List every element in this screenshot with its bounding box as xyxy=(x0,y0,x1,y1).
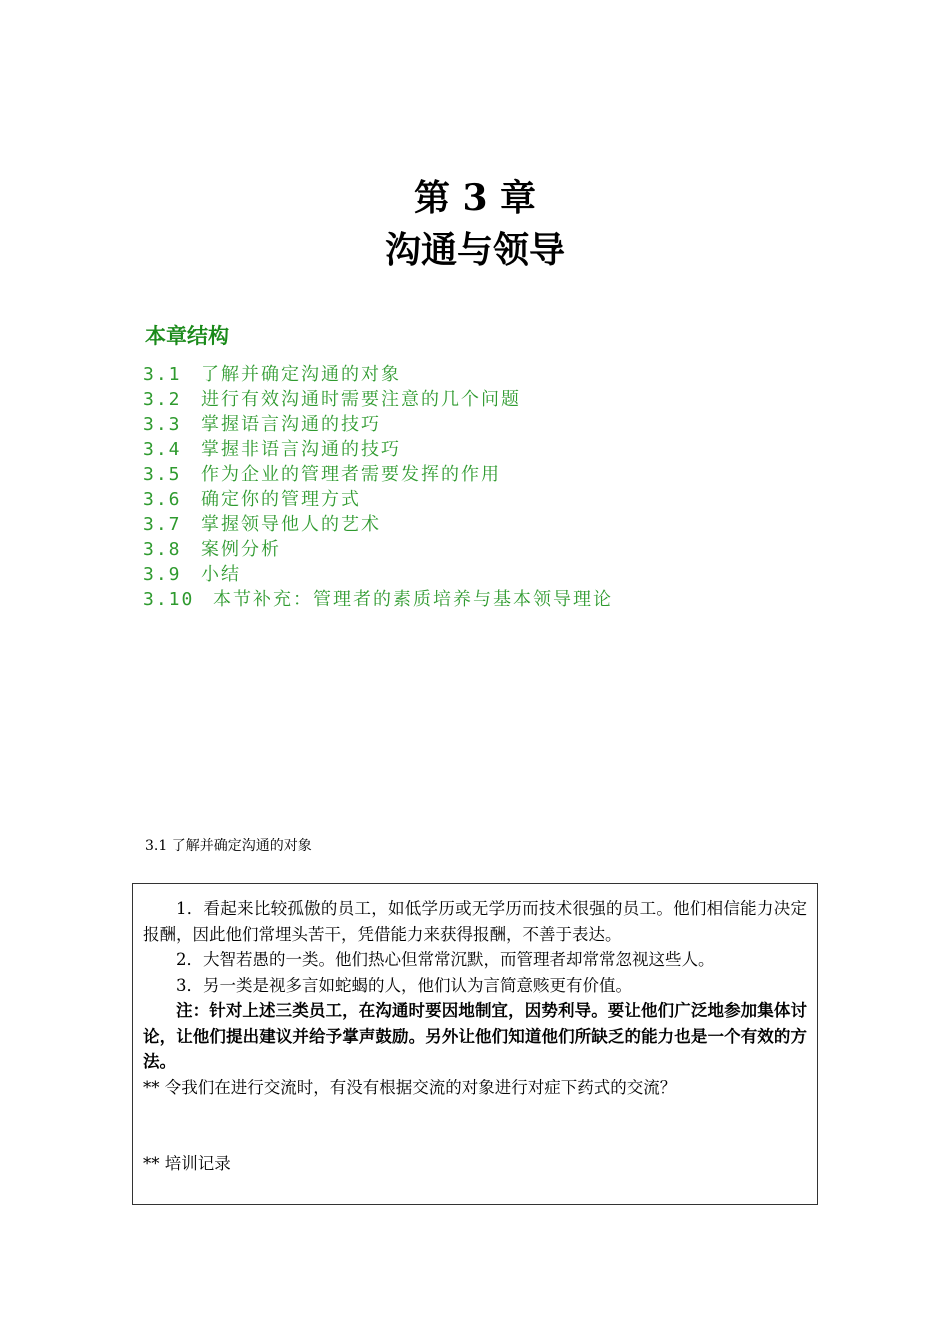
paragraph-2: 2．大智若愚的一类。他们热心但常常沉默，而管理者却常常忽视这些人。 xyxy=(176,950,715,969)
paragraph-3: 3．另一类是视多言如蛇蝎的人，他们认为言简意赅更有价值。 xyxy=(176,975,632,995)
toc-item-title: 本节补充：管理者的素质培养与基本领导理论 xyxy=(213,589,613,610)
toc-item-number: 3.7 xyxy=(143,514,182,535)
toc-item-title: 了解并确定沟通的对象 xyxy=(201,364,401,385)
toc-item xyxy=(143,387,613,412)
toc-item xyxy=(143,437,613,462)
toc-item-title: 掌握语言沟通的技巧 xyxy=(201,414,381,435)
toc-item-number: 3.2 xyxy=(143,389,182,410)
training-record-line: ** 培训记录 xyxy=(143,1154,231,1173)
toc-item-title: 确定你的管理方式 xyxy=(201,489,361,510)
paragraph-1: 1．看起来比较孤傲的员工，如低学历或无学历而技术很强的员工。他们相信能力决定报酬，因此他们常埋头苦干，凭借能力来获得报酬，不善于表达。 xyxy=(143,899,807,944)
toc-heading: 本章结构 xyxy=(145,324,229,348)
toc-item-title: 作为企业的管理者需要发挥的作用 xyxy=(201,464,501,485)
note-paragraph: 注：针对上述三类员工，在沟通时要因地制宜，因势利导。要让他们广泛地参加集体讨论，让他们提出建议并给予掌声鼓励。另外让他们知道他们所缺乏的能力也是一个有效的方法。 xyxy=(143,1001,807,1071)
content-box xyxy=(132,883,818,1205)
toc-item xyxy=(143,537,613,562)
chapter-title: 沟通与领导 xyxy=(384,229,565,271)
question-line: ** 令我们在进行交流时，有没有根据交流的对象进行对症下药式的交流？ xyxy=(143,1077,677,1097)
toc-item xyxy=(143,362,613,387)
toc-item xyxy=(143,587,613,612)
toc-list xyxy=(143,362,613,612)
toc-item-number: 3.3 xyxy=(143,414,182,435)
toc-item-number: 3.9 xyxy=(143,564,182,585)
toc-item-title: 小结 xyxy=(201,564,241,585)
toc-item-number: 3.5 xyxy=(143,464,182,485)
toc-item-number: 3.1 xyxy=(143,364,182,385)
toc-item xyxy=(143,462,613,487)
toc-item xyxy=(143,512,613,537)
chapter-number: 第 3 章 xyxy=(413,177,537,219)
toc-item-title: 案例分析 xyxy=(201,539,281,560)
toc-item-title: 掌握领导他人的艺术 xyxy=(201,514,381,535)
toc-item-title: 进行有效沟通时需要注意的几个问题 xyxy=(201,389,521,410)
toc-item-title: 掌握非语言沟通的技巧 xyxy=(201,439,401,460)
toc-item-number: 3.4 xyxy=(143,439,182,460)
section-caption: 3.1 了解并确定沟通的对象 xyxy=(145,838,312,854)
toc-item-number: 3.8 xyxy=(143,539,182,560)
blank-space xyxy=(143,1100,807,1151)
toc-item-number: 3.10 xyxy=(143,589,195,610)
toc-item xyxy=(143,487,613,512)
toc-item xyxy=(143,562,613,587)
toc-item-number: 3.6 xyxy=(143,489,182,510)
toc-item xyxy=(143,412,613,437)
